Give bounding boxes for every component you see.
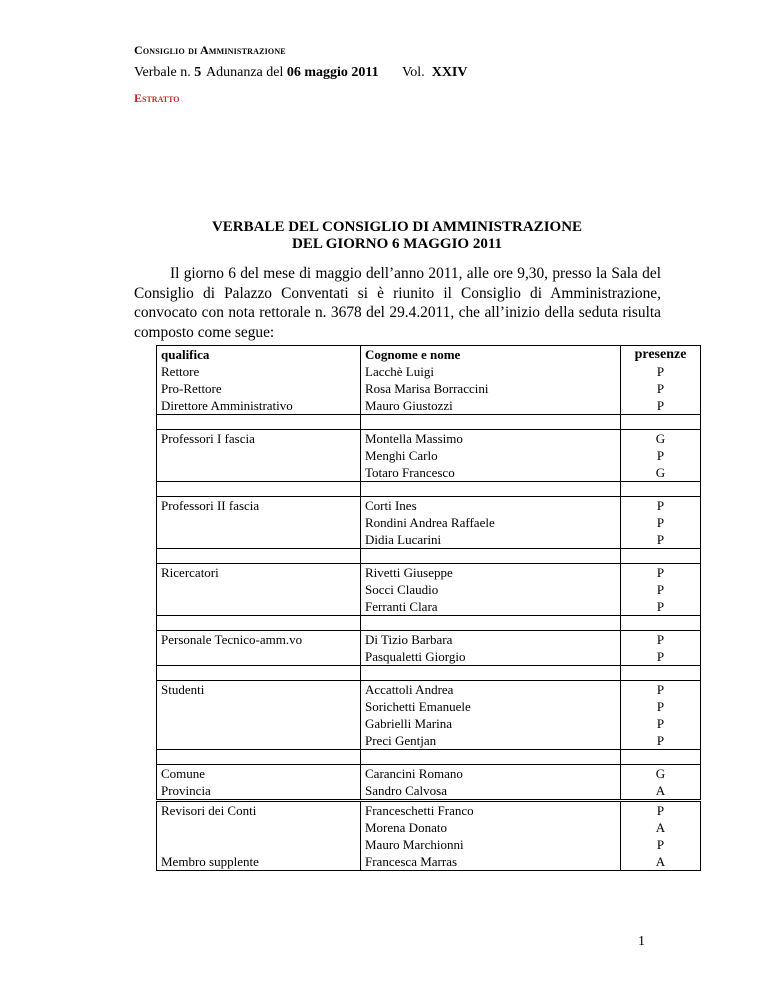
name-cell [361, 681, 621, 750]
spacer-cell [621, 549, 701, 564]
member-name: Morena Donato [365, 820, 447, 835]
presence-mark: P [656, 498, 665, 513]
member-name: Preci Gentjan [365, 733, 437, 748]
spacer-cell [361, 549, 621, 564]
member-name: Pasqualetti Giorgio [365, 649, 466, 664]
qualifica-cell [157, 346, 361, 415]
member-name: Didia Lucarini [365, 532, 442, 547]
qualifica-text: Comune [161, 766, 206, 781]
presence-cell [621, 681, 701, 750]
member-name: Corti Ines [365, 498, 417, 513]
name-cell [361, 765, 621, 801]
spacer-cell [157, 750, 361, 765]
qualifica-text [161, 648, 356, 665]
member-group-row [157, 801, 701, 871]
spacer-cell [157, 482, 361, 497]
members-table [156, 345, 701, 871]
spacer-cell [361, 750, 621, 765]
presence-mark: P [656, 733, 665, 748]
qualifica-text [161, 836, 356, 853]
qualifica-cell [157, 564, 361, 616]
intro-paragraph: Il giorno 6 del mese di maggio dell’anno 2011, alle ore 9,30, presso la Sala del Consiglio di Palazzo Conventati si è riunito il Consiglio di Amministrazione, convocato con nota rettorale n. 3678 del 29.4.2011, che all’inizio della seduta risulta composto come segue: [134, 265, 661, 341]
qualifica-text: Professori I fascia [161, 431, 255, 446]
presence-mark: P [656, 649, 665, 664]
presence-mark: P [656, 532, 665, 547]
presence-cell [621, 631, 701, 666]
presence-mark: P [656, 364, 665, 379]
qualifica-text: Rettore [161, 364, 200, 379]
member-name: Sorichetti Emanuele [365, 699, 471, 714]
member-name: Ferranti Clara [365, 599, 438, 614]
spacer-row [157, 415, 701, 430]
qualifica-text [161, 464, 356, 481]
qualifica-text: Pro-Rettore [161, 381, 222, 396]
member-name: Lacchè Luigi [365, 364, 434, 379]
qualifica-text: Professori II fascia [161, 498, 260, 513]
presence-mark: P [656, 716, 665, 731]
presence-mark: A [655, 783, 666, 798]
presence-mark: G [655, 766, 666, 781]
qualifica-text: Direttore Amministrativo [161, 398, 293, 413]
member-name: Carancini Romano [365, 766, 463, 781]
member-group-row [157, 765, 701, 801]
qualifica-text [161, 531, 356, 548]
member-name: Sandro Calvosa [365, 783, 447, 798]
presence-mark: P [656, 803, 665, 818]
spacer-row [157, 549, 701, 564]
council-name: Consiglio di Amministrazione [134, 43, 286, 57]
document-title-line-1: VERBALE DEL CONSIGLIO DI AMMINISTRAZIONE [211, 219, 583, 235]
presence-mark: P [656, 398, 665, 413]
spacer-cell [361, 415, 621, 430]
qualifica-text: Provincia [161, 783, 211, 798]
presence-cell [621, 346, 701, 415]
name-cell [361, 564, 621, 616]
name-cell [361, 631, 621, 666]
column-header: Cognome e nome [365, 347, 461, 362]
member-group-row [157, 564, 701, 616]
presence-cell [621, 430, 701, 482]
spacer-cell [361, 666, 621, 681]
qualifica-cell [157, 497, 361, 549]
member-group-row [157, 497, 701, 549]
verbale-number: Verbale n. 5 [134, 65, 202, 80]
qualifica-text [161, 514, 356, 531]
member-name: Rosa Marisa Borraccini [365, 381, 489, 396]
member-group-row [157, 681, 701, 750]
presence-mark: P [656, 515, 665, 530]
presence-mark: P [656, 448, 665, 463]
qualifica-text: Studenti [161, 682, 205, 697]
member-name: Mauro Marchionni [365, 837, 464, 852]
presence-mark: A [655, 820, 666, 835]
document-title-line-2: DEL GIORNO 6 MAGGIO 2011 [291, 236, 503, 252]
presence-mark: P [656, 599, 665, 614]
presence-mark: P [656, 837, 665, 852]
member-name: Francesca Marras [365, 854, 458, 869]
presence-cell [621, 497, 701, 549]
member-name: Mauro Giustozzi [365, 398, 453, 413]
spacer-row [157, 750, 701, 765]
qualifica-cell [157, 681, 361, 750]
spacer-cell [621, 616, 701, 631]
name-cell [361, 801, 621, 871]
member-name: Di Tizio Barbara [365, 632, 453, 647]
qualifica-cell [157, 801, 361, 871]
member-group-row [157, 631, 701, 666]
name-cell [361, 430, 621, 482]
presence-mark: A [655, 854, 666, 869]
spacer-row [157, 666, 701, 681]
qualifica-text: Personale Tecnico-amm.vo [161, 632, 303, 647]
name-cell [361, 346, 621, 415]
qualifica-text [161, 732, 356, 749]
presence-mark: P [656, 582, 665, 597]
presence-cell [621, 564, 701, 616]
member-name: Rivetti Giuseppe [365, 565, 453, 580]
name-cell [361, 497, 621, 549]
qualifica-text [161, 598, 356, 615]
member-name: Accattoli Andrea [365, 682, 454, 697]
spacer-cell [157, 549, 361, 564]
member-name: Totaro Francesco [365, 465, 455, 480]
member-name: Montella Massimo [365, 431, 463, 446]
qualifica-cell [157, 631, 361, 666]
qualifica-text: Membro supplente [161, 854, 259, 869]
spacer-cell [157, 616, 361, 631]
page-number: 1 [638, 934, 645, 949]
member-name: Gabrielli Marina [365, 716, 452, 731]
member-name: Socci Claudio [365, 582, 439, 597]
spacer-row [157, 616, 701, 631]
qualifica-cell [157, 765, 361, 801]
presence-mark: P [656, 682, 665, 697]
spacer-row [157, 482, 701, 497]
qualifica-text: Revisori dei Conti [161, 803, 257, 818]
member-group-row [157, 430, 701, 482]
presence-mark: P [656, 381, 665, 396]
presence-mark: G [655, 465, 666, 480]
qualifica-text [161, 447, 356, 464]
qualifica-text [161, 581, 356, 598]
qualifica-text: Ricercatori [161, 565, 219, 580]
member-name: Franceschetti Franco [365, 803, 474, 818]
spacer-cell [157, 666, 361, 681]
qualifica-text [161, 698, 356, 715]
spacer-cell [621, 750, 701, 765]
presence-cell [621, 765, 701, 801]
meeting-date: Adunanza del 06 maggio 2011 [206, 65, 379, 80]
spacer-cell [621, 666, 701, 681]
presence-mark: G [655, 431, 666, 446]
presence-mark: P [656, 632, 665, 647]
qualifica-cell [157, 430, 361, 482]
spacer-cell [361, 616, 621, 631]
member-name: Menghi Carlo [365, 448, 438, 463]
qualifica-text [161, 715, 356, 732]
spacer-cell [157, 415, 361, 430]
member-group-row [157, 346, 701, 415]
volume-number: Vol. XXIV [402, 65, 468, 80]
presence-mark: P [656, 699, 665, 714]
qualifica-text [161, 819, 356, 836]
column-header: qualifica [161, 347, 210, 362]
spacer-cell [361, 482, 621, 497]
spacer-cell [621, 415, 701, 430]
presence-mark: P [656, 565, 665, 580]
column-header: presenze [634, 347, 687, 362]
member-name: Rondini Andrea Raffaele [365, 515, 495, 530]
spacer-cell [621, 482, 701, 497]
presence-cell [621, 801, 701, 871]
extract-label: Estratto [134, 91, 180, 105]
